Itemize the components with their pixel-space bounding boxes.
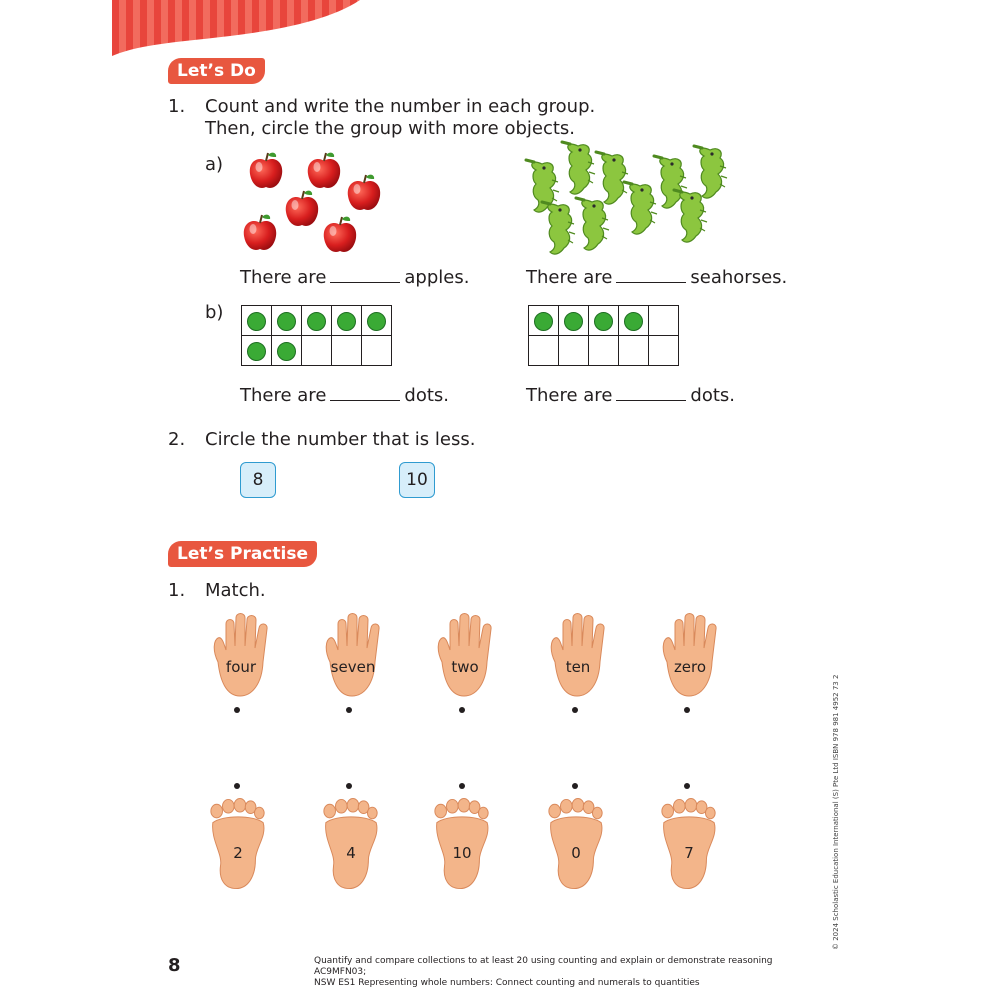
dots-right-sentence <box>526 385 735 406</box>
match-dot-bottom[interactable] <box>572 783 578 789</box>
question-2-number: 2. <box>168 429 186 450</box>
seahorse-icon <box>576 198 609 250</box>
curriculum-footer <box>314 956 794 989</box>
practise-question-1-number: 1. <box>168 580 186 601</box>
apple-icon <box>244 215 276 250</box>
frame-cell <box>589 306 619 336</box>
frame-cell <box>589 336 619 366</box>
match-dot-top[interactable] <box>572 707 578 713</box>
apples-group <box>238 148 388 258</box>
foot-numeral: 10 <box>452 844 472 862</box>
seahorses-group <box>520 140 730 260</box>
frame-cell <box>362 306 392 336</box>
foot-card-0 <box>545 796 607 892</box>
hand-word: seven <box>330 658 376 676</box>
curriculum-line-1: Quantify and compare collections to at least 20 using counting and explain or demonstrate reasoning AC9MFN03; <box>314 956 773 977</box>
copyright-notice: © 2024 Scholastic Education International (S) Pte Ltd ISBN 978 981 4952 73 2 <box>832 674 840 950</box>
question-1-line-1: Count and write the number in each group. <box>205 96 596 117</box>
sentence-suffix: seahorses. <box>690 267 788 288</box>
seahorses-sentence <box>526 267 787 288</box>
striped-wave-banner <box>0 0 1000 70</box>
match-dot-bottom[interactable] <box>346 783 352 789</box>
lets-do-heading: Let’s Do <box>168 58 265 84</box>
answer-blank[interactable] <box>616 386 686 401</box>
green-dot-icon <box>247 312 266 331</box>
frame-cell <box>302 306 332 336</box>
hand-icon <box>428 610 502 700</box>
frame-cell <box>272 336 302 366</box>
hand-word: zero <box>673 658 707 676</box>
frame-cell <box>559 306 589 336</box>
green-dot-icon <box>624 312 643 331</box>
foot-card-10 <box>431 796 493 892</box>
answer-blank[interactable] <box>330 386 400 401</box>
hand-card-four <box>204 610 278 700</box>
hand-word: ten <box>565 658 591 676</box>
seahorse-icon <box>596 152 629 204</box>
foot-numeral: 2 <box>233 844 243 862</box>
match-dot-bottom[interactable] <box>684 783 690 789</box>
green-dot-icon <box>277 312 296 331</box>
question-1-number: 1. <box>168 96 186 117</box>
hand-icon <box>316 610 390 700</box>
apples-sentence <box>240 267 469 288</box>
number-option-8[interactable]: 8 <box>240 462 276 498</box>
part-b-label: b) <box>205 302 224 323</box>
apple-icon <box>348 175 380 210</box>
green-dot-icon <box>277 342 296 361</box>
foot-card-4 <box>320 796 382 892</box>
foot-numeral: 0 <box>571 844 581 862</box>
hand-card-two <box>428 610 502 700</box>
ten-frame-left <box>241 305 392 366</box>
hand-icon <box>204 610 278 700</box>
frame-cell <box>559 336 589 366</box>
frame-cell <box>362 336 392 366</box>
hand-icon <box>653 610 727 700</box>
foot-card-7 <box>658 796 720 892</box>
apple-icon <box>308 153 340 188</box>
foot-card-2 <box>207 796 269 892</box>
green-dot-icon <box>594 312 613 331</box>
sentence-suffix: apples. <box>404 267 470 288</box>
sentence-prefix: There are <box>240 267 327 288</box>
frame-cell <box>529 336 559 366</box>
match-dot-bottom[interactable] <box>459 783 465 789</box>
sentence-prefix: There are <box>526 385 613 406</box>
frame-cell <box>649 336 679 366</box>
page-number: 8 <box>168 955 181 976</box>
hand-card-seven <box>316 610 390 700</box>
hand-word: two <box>451 658 479 676</box>
curriculum-line-2: NSW ES1 Representing whole numbers: Connect counting and numerals to quantities <box>314 978 700 988</box>
green-dot-icon <box>367 312 386 331</box>
frame-cell <box>332 336 362 366</box>
question-1-line-2: Then, circle the group with more objects. <box>205 118 576 139</box>
frame-cell <box>302 336 332 366</box>
sentence-suffix: dots. <box>404 385 449 406</box>
frame-cell <box>332 306 362 336</box>
frame-cell <box>649 306 679 336</box>
match-dot-bottom[interactable] <box>234 783 240 789</box>
match-dot-top[interactable] <box>346 707 352 713</box>
green-dot-icon <box>307 312 326 331</box>
seahorse-icon <box>562 142 595 194</box>
green-dot-icon <box>534 312 553 331</box>
seahorse-icon <box>542 202 575 254</box>
seahorse-icon <box>624 182 657 234</box>
answer-blank[interactable] <box>616 268 686 283</box>
ten-frame-right <box>528 305 679 366</box>
sentence-prefix: There are <box>526 267 613 288</box>
match-dot-top[interactable] <box>684 707 690 713</box>
frame-cell <box>242 306 272 336</box>
sentence-prefix: There are <box>240 385 327 406</box>
lets-practise-heading: Let’s Practise <box>168 541 317 567</box>
sentence-suffix: dots. <box>690 385 735 406</box>
frame-cell <box>272 306 302 336</box>
foot-numeral: 7 <box>684 844 694 862</box>
hand-word: four <box>225 658 257 676</box>
apple-icon <box>250 153 282 188</box>
hand-card-ten <box>541 610 615 700</box>
foot-numeral: 4 <box>346 844 356 862</box>
frame-cell <box>619 336 649 366</box>
hand-icon <box>541 610 615 700</box>
seahorse-icon <box>694 146 727 198</box>
green-dot-icon <box>564 312 583 331</box>
apple-icon <box>286 191 318 226</box>
frame-cell <box>529 306 559 336</box>
part-a-label: a) <box>205 154 224 175</box>
question-2-text: Circle the number that is less. <box>205 429 476 450</box>
green-dot-icon <box>337 312 356 331</box>
frame-cell <box>619 306 649 336</box>
match-dot-top[interactable] <box>459 707 465 713</box>
number-option-10[interactable]: 10 <box>399 462 435 498</box>
dots-left-sentence <box>240 385 449 406</box>
practise-question-1-text: Match. <box>205 580 266 601</box>
seahorse-icon <box>654 156 687 208</box>
frame-cell <box>242 336 272 366</box>
hand-card-zero <box>653 610 727 700</box>
apple-icon <box>324 217 356 252</box>
answer-blank[interactable] <box>330 268 400 283</box>
match-dot-top[interactable] <box>234 707 240 713</box>
green-dot-icon <box>247 342 266 361</box>
